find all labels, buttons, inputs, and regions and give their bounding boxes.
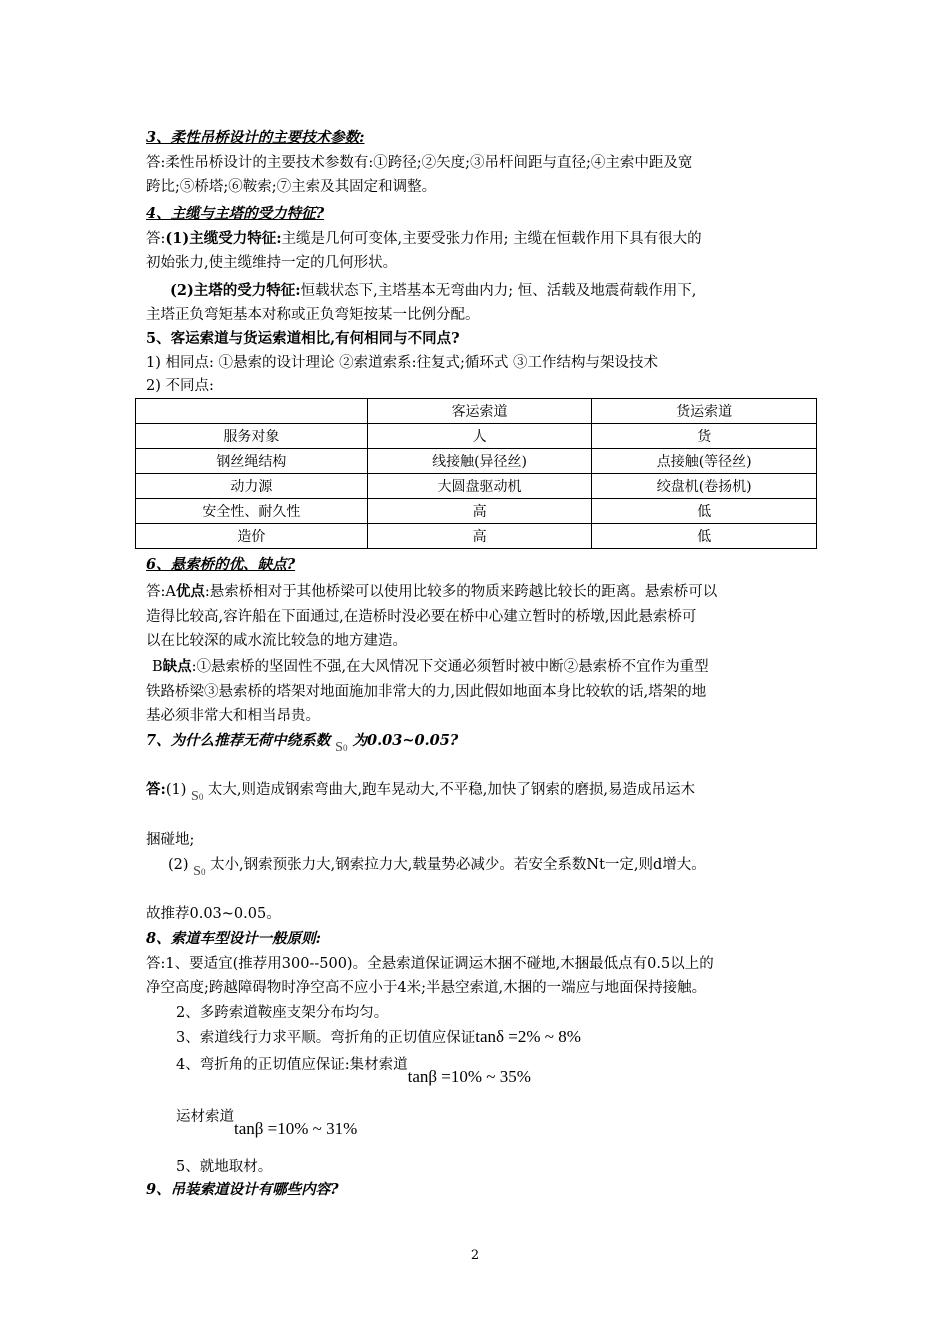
q3-heading: 3、柔性吊桥设计的主要技术参数: <box>146 129 365 146</box>
q8-heading: 8、索道车型设计一般原则: <box>146 930 321 947</box>
q4-heading: 4、主缆与主塔的受力特征? <box>146 205 325 222</box>
comparison-table <box>135 398 817 549</box>
q8-rule3: 3、索道线行力求平顺。弯折角的正切值应保证tanδ =2% ~ 8% <box>176 1027 581 1046</box>
s0-symbol: S0 <box>193 864 206 879</box>
formula-tan-delta: tanδ =2% ~ 8% <box>475 1027 581 1046</box>
q8-rule5: 5、就地取材。 <box>176 1159 273 1175</box>
q4-para1-line2: 初始张力,使主缆维持一定的几何形状。 <box>146 255 398 271</box>
table-row: 服务对象 人 货 <box>136 424 817 449</box>
formula-tan-beta-collect: tanβ =10% ~ 35% <box>407 1067 531 1086</box>
q7-answer1-line2: 捆碰地; <box>146 832 195 848</box>
q6-advantages-line3: 以在比较深的咸水流比较急的地方建造。 <box>146 633 407 649</box>
q9-heading: 9、吊装索道设计有哪些内容? <box>146 1181 339 1198</box>
q6-advantages-line2: 造得比较高,容许船在下面通过,在造桥时没必要在桥中心建立暂时的桥墩,因此悬索桥可 <box>146 609 697 625</box>
q5-heading: 5、客运索道与货运索道相比,有何相同与不同点? <box>146 330 460 347</box>
q7-answer2: (2) S0 太小,钢索预张力大,钢索拉力大,载量势必减少。若安全系数Nt一定,则d增大。 <box>168 857 706 879</box>
q6-disadvantages-line3: 基必须非常大和相当昂贵。 <box>146 708 320 724</box>
s0-symbol: S0 <box>191 789 204 804</box>
q4-para2: (2)主塔的受力特征:恒载状态下,主塔基本无弯曲内力; 恒、活载及地震荷载作用下, <box>170 282 697 299</box>
s0-symbol: S0 <box>335 740 348 755</box>
q8-rule1-line2: 净空高度;跨越障碍物时净空高不应小于4米;半悬空索道,木捆的一端应与地面保持接触。 <box>146 980 707 996</box>
q7-conclusion: 故推荐0.03~0.05。 <box>146 906 281 922</box>
page-number: 2 <box>470 1248 480 1263</box>
q3-answer-line2: 跨比;⑤桥塔;⑥鞍索;⑦主索及其固定和调整。 <box>146 179 437 195</box>
q6-disadvantages: B缺点:①悬索桥的坚固性不强,在大风情况下交通必须暂时被中断②悬索桥不宜作为重型 <box>152 658 709 675</box>
q7-heading: 7、为什么推荐无荷中绕系数 S0 为0.03~0.05? <box>146 732 459 755</box>
q3-answer-line1: 答:柔性吊桥设计的主要技术参数有:①跨径;②矢度;③吊杆间距与直径;④主索中距及宽 <box>146 155 693 171</box>
q7-answer1: 答:(1) S0 太大,则造成钢索弯曲大,跑车晃动大,不平稳,加快了钢索的磨损,易造成吊运木 <box>146 781 695 804</box>
table-row: 动力源 大圆盘驱动机 绞盘机(卷扬机) <box>136 474 817 499</box>
table-row: 钢丝绳结构 线接触(异径丝) 点接触(等径丝) <box>136 449 817 474</box>
q5-same-points: 1) 相同点: ①悬索的设计理论 ②索道索系:往复式;循环式 ③工作结构与架设技术 <box>146 355 658 371</box>
q6-disadvantages-line2: 铁路桥梁③悬索桥的塔架对地面施加非常大的力,因此假如地面本身比较软的话,塔架的地 <box>146 684 707 700</box>
q6-heading: 6、悬索桥的优、缺点? <box>146 556 296 573</box>
q4-para2-line2: 主塔正负弯矩基本对称或正负弯矩按某一比例分配。 <box>146 307 480 323</box>
q8-rule1: 答:1、要适宜(推荐用300--500)。全悬索道保证调运木捆不碰地,木捆最低点有0.5以上的 <box>146 956 714 972</box>
table-row: 造价 高 低 <box>136 524 817 549</box>
q8-rule4-transport: 运材索道tanβ =10% ~ 31% <box>176 1109 358 1138</box>
q6-advantages: 答:A优点:悬索桥相对于其他桥梁可以使用比较多的物质来跨越比较长的距离。悬索桥可以 <box>146 583 718 600</box>
q8-rule2: 2、多跨索道鞍座支架分布均匀。 <box>176 1005 389 1021</box>
q8-rule4: 4、弯折角的正切值应保证:集材索道tanβ =10% ~ 35% <box>176 1057 531 1086</box>
formula-tan-beta-transport: tanβ =10% ~ 31% <box>234 1119 358 1138</box>
q4-para1: 答:(1)主缆受力特征:主缆是几何可变体,主要受张力作用; 主缆在恒载作用下具有很大的 <box>146 230 702 247</box>
table-row: 安全性、耐久性 高 低 <box>136 499 817 524</box>
q5-diff-label: 2) 不同点: <box>146 378 214 394</box>
table-header-row: 客运索道 货运索道 <box>136 399 817 424</box>
